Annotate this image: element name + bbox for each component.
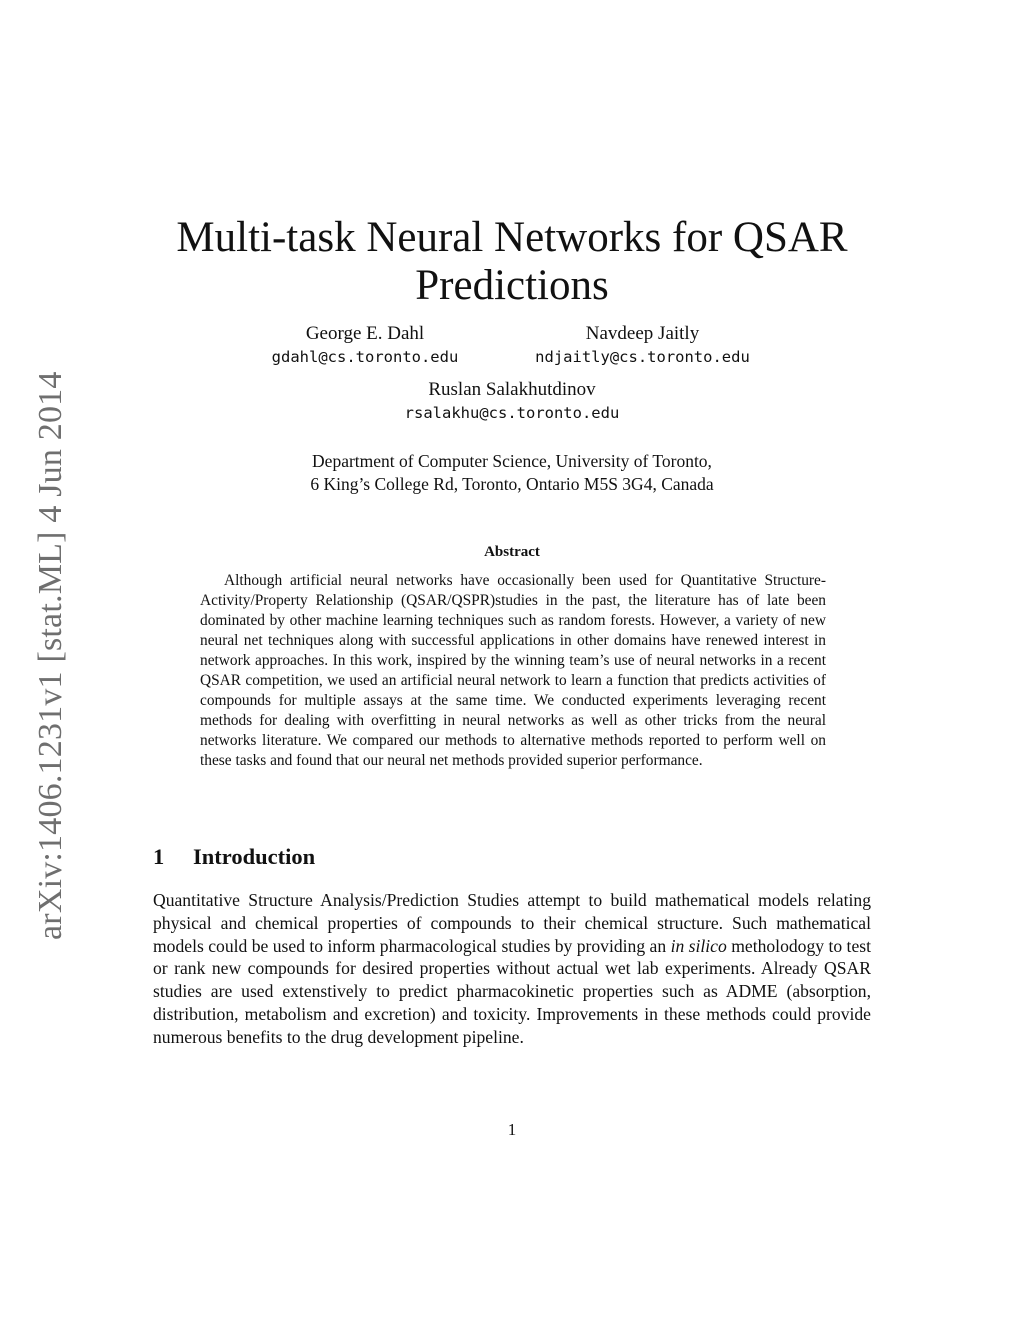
arxiv-identifier-stamp: arXiv:1406.1231v1 [stat.ML] 4 Jun 2014 (32, 371, 69, 940)
intro-text-part-2: metholodogy to test or rank new compounds for desired properties without actual wet lab experiments. Already QSAR studies are used extenstively to predict pharmacokinetic properties such as ADME (absorption, distribution, metabolism and excretion) and toxicity. Improvements in these methods could provide numerous benefits to the drug development pipeline. (153, 935, 871, 1047)
introduction-paragraph (153, 889, 871, 1049)
section-title: Introduction (193, 844, 316, 869)
affiliation-line-2: 6 King’s College Rd, Toronto, Ontario M5S 3G4, Canada (310, 474, 714, 494)
affiliation-line-1: Department of Computer Science, University of Toronto, (312, 451, 712, 471)
author-block (515, 323, 770, 369)
intro-text-part-1: Quantitative Structure Analysis/Prediction Studies attempt to build mathematical models relating physical and chemical properties of compounds to their chemical structure. Such mathematical models could be used to inform pharmacological studies by providing an (153, 890, 871, 956)
author-email: gdahl@cs.toronto.edu (271, 348, 459, 366)
author-name: Navdeep Jaitly (585, 323, 700, 344)
author-email: ndjaitly@cs.toronto.edu (535, 348, 750, 366)
section-heading-introduction (153, 843, 315, 871)
author-name: Ruslan Salakhutdinov (428, 379, 596, 400)
abstract-heading: Abstract (484, 544, 540, 560)
author-block (380, 379, 644, 425)
author-email: rsalakhu@cs.toronto.edu (404, 404, 620, 422)
page-number: 1 (507, 1120, 517, 1139)
intro-text-italic: in silico (670, 935, 727, 956)
author-block (240, 323, 490, 369)
affiliation (200, 450, 824, 496)
author-name: George E. Dahl (305, 323, 425, 344)
abstract-text: Although artificial neural networks have occasionally been used for Quantitative Structure-Activity/Property Relationship (QSAR/QSPR)studies in the past, the literature has of late been dominated by other machine learning techniques such as random forests. However, a variety of new neural net techniques along with successful applications in other domains have renewed interest in network approaches. In this work, inspired by the winning team’s use of neural networks in a recent QSAR competition, we used an artificial neural network to learn a function that predicts activities of compounds for multiple assays at the same time. We conducted experiments leveraging recent methods for dealing with overfitting in neural networks as well as other tricks from the neural networks literature. We compared our methods to alternative methods reported to perform well on these tasks and found that our neural net methods provided superior performance. (200, 572, 826, 769)
paper-title: Multi-task Neural Networks for QSAR Predictions (176, 214, 848, 309)
section-number: 1 (153, 844, 165, 869)
